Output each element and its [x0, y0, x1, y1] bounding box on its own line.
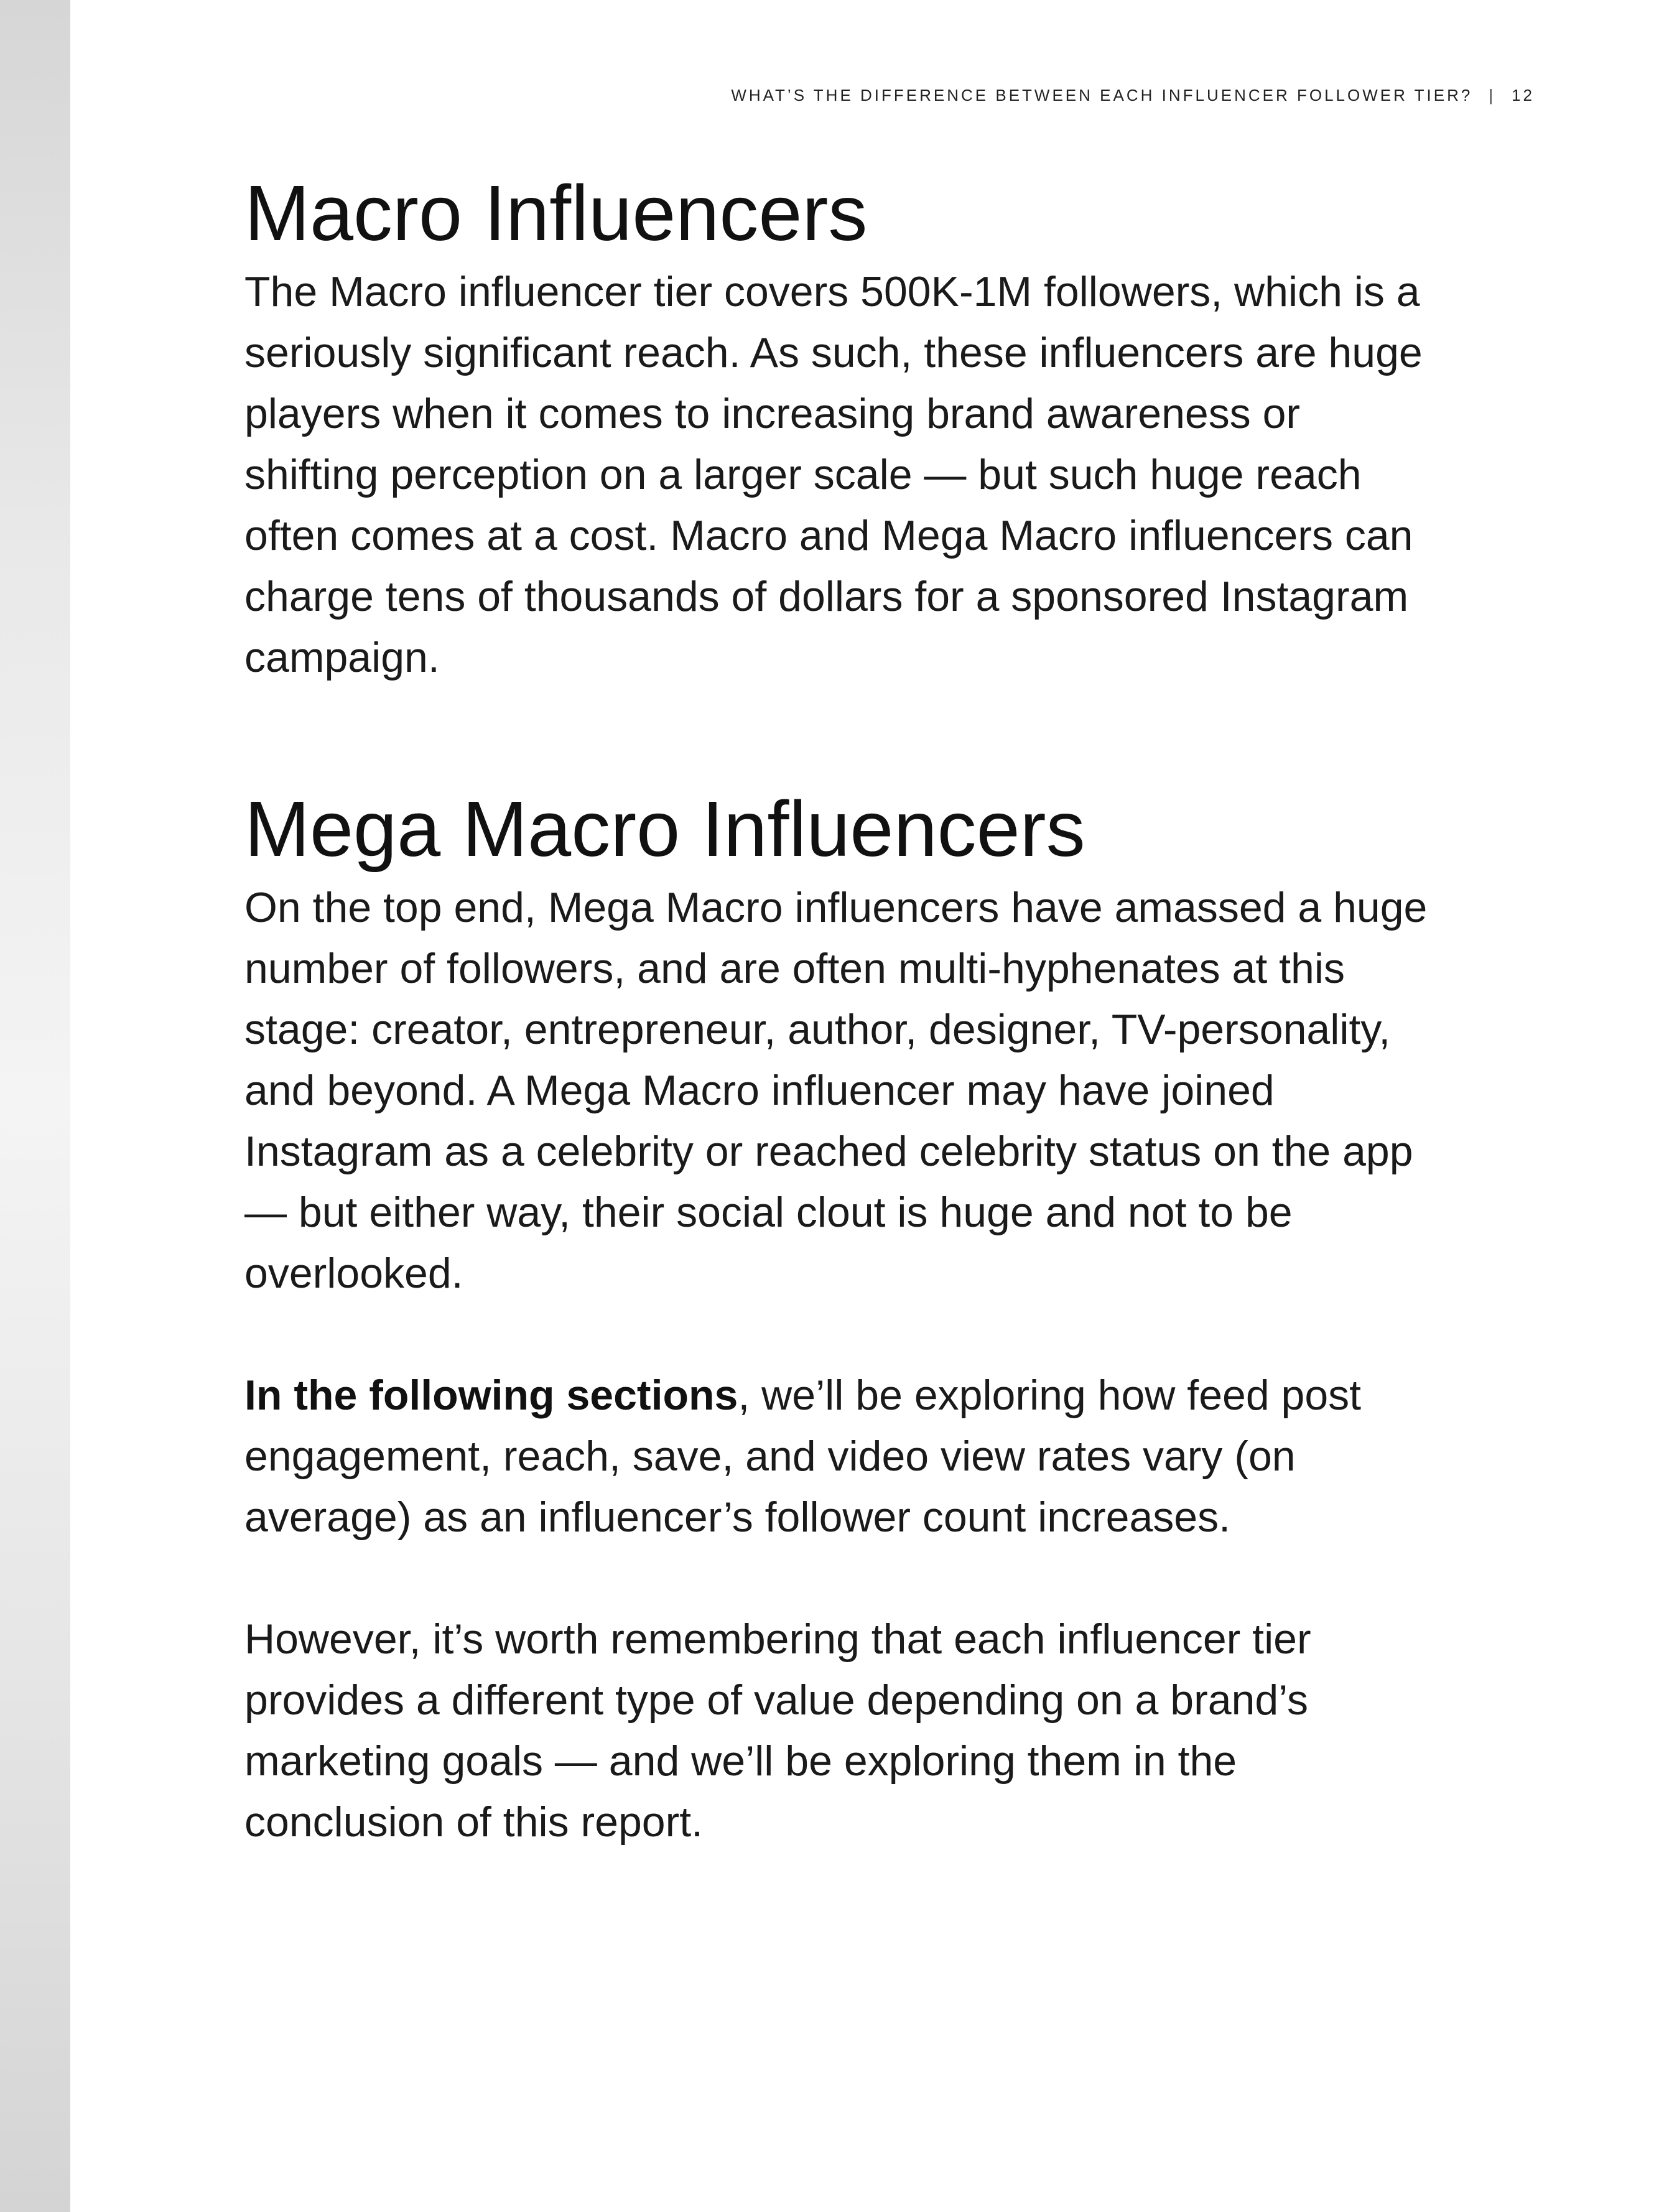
- running-header-title: WHAT’S THE DIFFERENCE BETWEEN EACH INFLUENCER FOLLOWER TIER?: [731, 86, 1473, 105]
- following-sections-text: , we’ll be exploring how feed post engagement, reach, save, and video view rates vary (on average) as an influencer’s follower count increases.: [244, 1372, 1362, 1541]
- however-paragraph: However, it’s worth remembering that each influencer tier provides a different type of value depending on a brand’s marketing goals — and we’ll be exploring them in the conclusion of this report.: [244, 1615, 1311, 1846]
- macro-influencers-paragraph: The Macro influencer tier covers 500K-1M followers, which is a seriously significant reach. As such, these influencers are huge players when it comes to increasing brand awareness or shifting perception on a larger scale — but such huge reach often comes at a cost. Macro and Mega Macro influencers can charge tens of thousands of dollars for a sponsored Instagram campaign.: [244, 268, 1423, 681]
- page-number: 12: [1512, 86, 1535, 105]
- header-separator: |: [1489, 86, 1496, 105]
- running-header: [731, 86, 1535, 105]
- following-sections-lead: In the following sections: [244, 1372, 738, 1419]
- macro-influencers-heading: Macro Influencers: [244, 169, 868, 257]
- page-edge-strip: [0, 0, 70, 2212]
- page-content: [244, 167, 1445, 1852]
- mega-macro-influencers-heading: Mega Macro Influencers: [244, 785, 1085, 873]
- mega-macro-influencers-paragraph: On the top end, Mega Macro influencers have amassed a huge number of followers, and are often multi-hyphenates at this stage: creator, entrepreneur, author, designer, TV-personality, and beyond. A Mega Macro influencer may have joined Instagram as a celebrity or reached celebrity status on the app — but either way, their social clout is huge and not to be overlooked.: [244, 884, 1428, 1297]
- following-sections-paragraph: [244, 1365, 1445, 1548]
